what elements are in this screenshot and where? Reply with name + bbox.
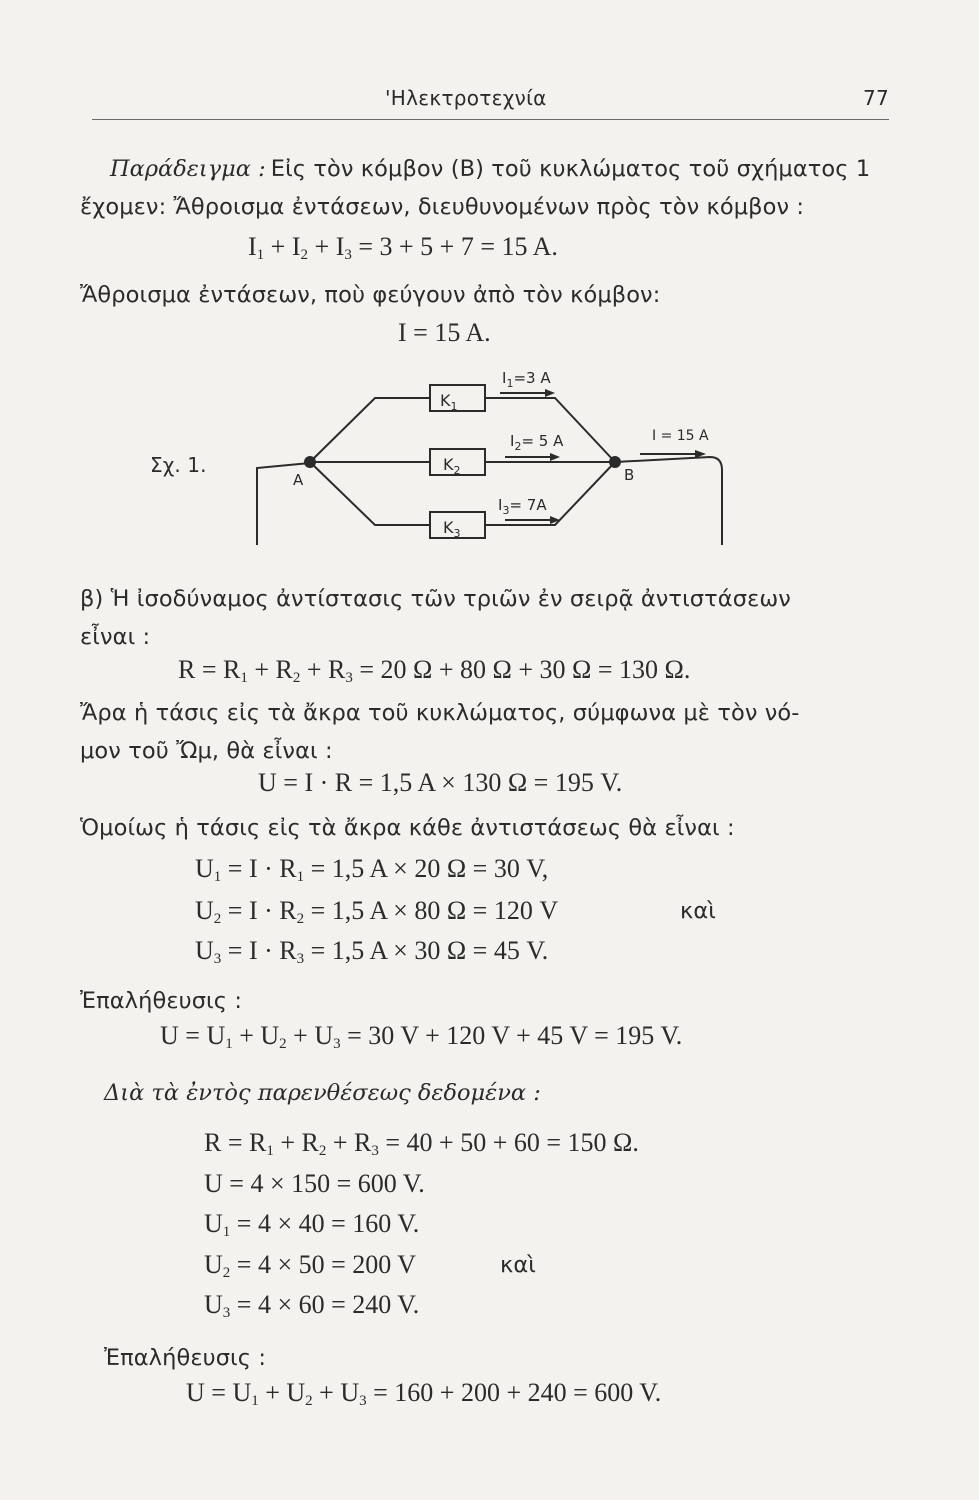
part-b-text3: Ὁμοίως ἡ τάσις εἰς τὰ ἄκρα κάθε ἀντιστάσεως θὰ εἶναι :	[80, 815, 735, 841]
wire-top-left	[310, 398, 430, 462]
label-node-b: B	[624, 466, 635, 484]
equation-paren-u2: $U_2 = 4 \times 50 = 200$ V	[204, 1250, 417, 1281]
equation-verification-1: $U = U_1 + U_2 + U_3 = 30$ V + 120 V + 45 V = 195 V.	[160, 1021, 683, 1052]
equation-currents-in: $I_1 + I_2 + I_3 = 3 + 5 + 7 = 15$ A.	[248, 232, 558, 263]
example-intro-line2: ἔχομεν: Ἄθροισμα ἐντάσεων, διευθυνομένων πρὸς τὸν κόμβον :	[80, 194, 805, 220]
equation-verification-2: $U = U_1 + U_2 + U_3 = 160 + 200 + 240 = 600$ V.	[186, 1378, 662, 1409]
label-k2: $K_2$	[443, 455, 461, 477]
wire-bottom-left	[310, 462, 430, 525]
equation-paren-u1: $U_1 = 4 \times 40 = 160$ V.	[204, 1209, 420, 1240]
node-b-dot	[609, 456, 621, 468]
verification-label-2: Ἐπαλήθευσις :	[104, 1345, 267, 1371]
kai-word-2: καὶ	[500, 1252, 537, 1278]
figure-caption: Σχ. 1.	[150, 453, 207, 477]
label-i1: $I_1=3$ A	[502, 369, 551, 390]
label-k1: $K_1$	[440, 391, 458, 413]
circuit-diagram	[150, 360, 750, 550]
wire-top-right	[485, 398, 615, 462]
equation-paren-u: U = 4 × 150 = 600 V.	[204, 1169, 425, 1198]
part-b-text2-line2: μον τοῦ Ὤμ, θὰ εἶναι :	[80, 738, 333, 764]
part-b-line1: β) Ἡ ἰσοδύναμος ἀντίστασις τῶν τριῶν ἐν σειρᾷ ἀντιστάσεων	[80, 586, 791, 612]
kai-word-1: καὶ	[680, 898, 717, 924]
equation-paren-u3: $U_3 = 4 \times 60 = 240$ V.	[204, 1290, 420, 1321]
node-a-dot	[304, 456, 316, 468]
resistor-k1	[430, 385, 485, 411]
equation-u1: $U_1 = I \cdot R_1 = 1,5$ A × 20 Ω = 30 V,	[195, 854, 549, 885]
verification-label-1: Ἐπαλήθευσις :	[80, 988, 243, 1014]
equation-current-out: I = 15 A.	[398, 318, 491, 347]
label-k3: $K_3$	[443, 518, 461, 540]
currents-out-text: Ἄθροισμα ἐντάσεων, ποὺ φεύγουν ἀπὸ τὸν κόμβον:	[80, 282, 661, 308]
header-rule	[92, 119, 889, 120]
part-b-line2: εἶναι :	[80, 624, 151, 650]
page-number: 77	[863, 86, 890, 110]
example-label: Παράδειγμα :	[110, 156, 266, 182]
running-header: 'Ηλεκτροτεχνία	[385, 86, 547, 110]
label-i3: $I_3= 7A$	[498, 496, 547, 517]
equation-r-series: $R = R_1 + R_2 + R_3 = 20$ Ω + 80 Ω + 30 Ω = 130 Ω.	[178, 655, 691, 686]
arrow-i3	[550, 516, 560, 524]
equation-u-total: U = I · R = 1,5 A × 130 Ω = 195 V.	[258, 768, 623, 797]
equation-paren-r: $R = R_1 + R_2 + R_3 = 40 + 50 + 60 = 150$ Ω.	[204, 1128, 639, 1159]
label-itotal: I = 15 A	[652, 428, 709, 444]
label-node-a: A	[293, 471, 304, 489]
example-paragraph-line1	[110, 156, 870, 182]
example-intro-line1: Εἰς τὸν κόμβον (Β) τοῦ κυκλώματος τοῦ σχήματος 1	[270, 156, 871, 182]
arrow-i2	[550, 453, 560, 461]
arrow-i1	[545, 389, 555, 397]
equation-u2: $U_2 = I \cdot R_2 = 1,5$ A × 80 Ω = 120 V	[195, 896, 559, 927]
equation-u3: $U_3 = I \cdot R_3 = 1,5$ A × 30 Ω = 45 V.	[195, 936, 549, 967]
part-b-text2-line1: Ἄρα ἡ τάσις εἰς τὰ ἄκρα τοῦ κυκλώματος, σύμφωνα μὲ τὸν νό-	[80, 700, 800, 726]
label-i2: $I_2= 5$ A	[510, 432, 564, 453]
paren-data-label: Διὰ τὰ ἐντὸς παρενθέσεως δεδομένα :	[104, 1080, 541, 1106]
